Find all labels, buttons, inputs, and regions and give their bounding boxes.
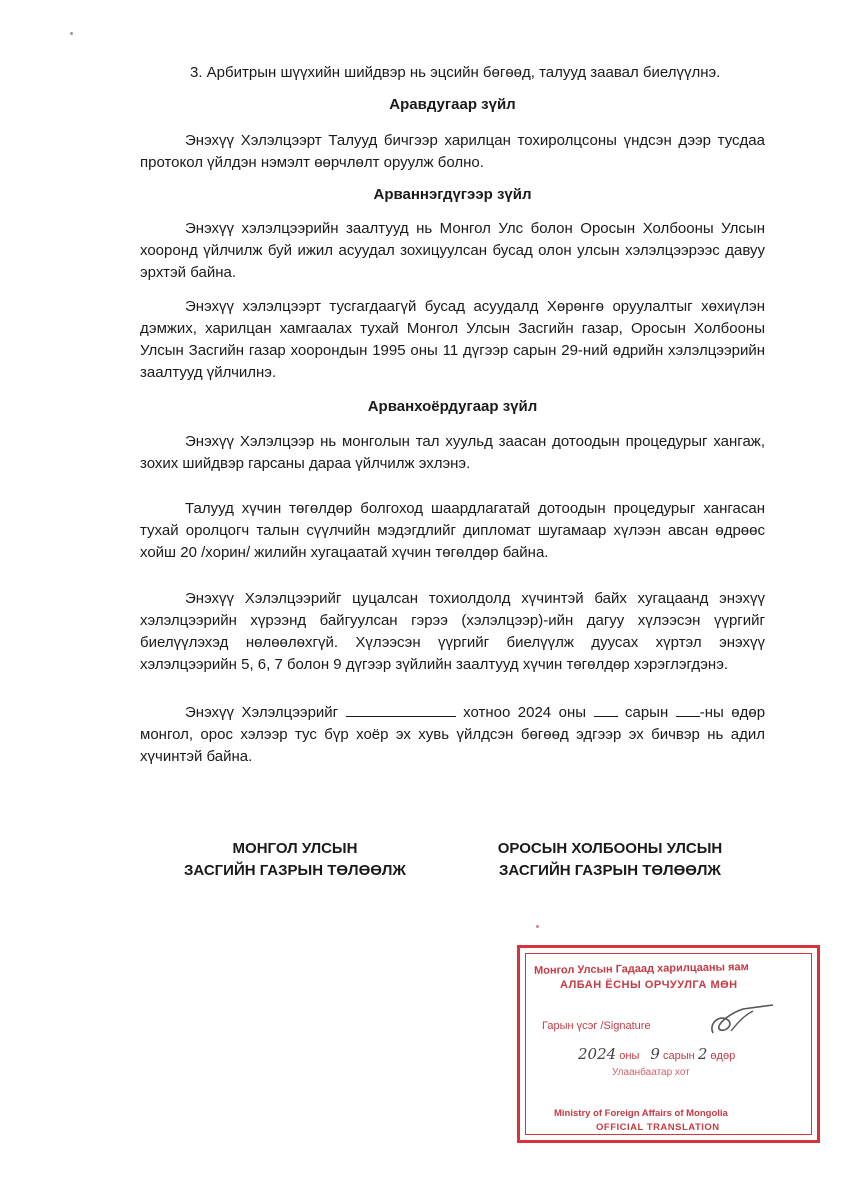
scan-speck [536,925,539,928]
closing-paragraph [140,702,765,768]
article-11-heading: Арваннэгдүгээр зүйл [373,186,532,203]
stamp-ministry-mn: Монгол Улсын Гадаад харилцааны яам [533,961,749,977]
article-11-paragraph-1: Энэхүү хэлэлцээрийн заалтууд нь Монгол Улс болон Оросын Холбооны Улсын хооронд үйлчилж буй ижил асуудал зохицуулсан бусад олон улсын хэлэлцээрээс давуу эрхтэй байна. [140,220,765,281]
stamp-date-month: 9 [650,1045,660,1063]
article-12-paragraph-3: Энэхүү Хэлэлцээрийг цуцалсан тохиолдолд хүчинтэй байх хугацаанд энэхүү хэлэлцээрийн хүрээнд байгуулсан гэрээ (хэлэлцээр)-ийн дагуу хүлээсэн үүргийг биелүүлэхэд нөлөөлөхгүй. Хүлээсэн үүргийг биелүүлж дуусах хүртэл энэхүү хэлэлцээрийн 5, 6, 7 болон 9 дүгээр зүйлийн заалтууд хүчин төгөлдөр хэрэглэгдэнэ. [140,590,765,673]
stamp-official-mn: АЛБАН ЁСНЫ ОРЧУУЛГА МӨН [560,979,738,991]
closing-text-c: сарын [625,704,669,721]
signature-mongolia-line-1: МОНГОЛ УЛСЫН [232,840,358,857]
stamp-signature-label: Гарын үсэг /Signature [542,1020,651,1032]
stamp-date-udur: өдөр [710,1050,736,1062]
stamp-date-line [578,1045,735,1063]
month-blank [594,702,618,717]
signature-block-russia [470,838,750,882]
stamp-official-en: OFFICIAL TRANSLATION [596,1122,720,1133]
article-12-paragraph-2: Талууд хүчин төгөлдөр болгоход шаардлагатай дотоодын процедурыг хангасан тухай оролцогч талын сүүлчийн мэдэгдлийг дипломат шугамаар хүлээн авсан өдрөөс хойш 20 /хорин/ жилийн хугацаатай хүчин төгөлдөр байна. [140,500,765,561]
article-12-heading: Арванхоёрдугаар зүйл [367,398,538,415]
stamp-date-day: 2 [697,1045,708,1063]
stamp-ministry-en: Ministry of Foreign Affairs of Mongolia [554,1108,728,1119]
day-blank [676,702,700,717]
scan-speck [70,32,73,35]
article-11-paragraph-2: Энэхүү хэлэлцээрт тусгагдаагүй бусад асуудалд Хөрөнгө оруулалтыг хөхиүлэн дэмжих, харилцан хамгаалах тухай Монгол Улсын Засгийн газар, Оросын Холбооны Улсын Засгийн газар хоорондын 1995 оны 11 дүгээр сарын 29-ний өдрийн хэлэлцээрийн заалтууд үйлчилнэ. [140,298,765,381]
signature-russia-line-1: ОРОСЫН ХОЛБООНЫ УЛСЫН [497,840,723,857]
stamp-date-oni: оны [619,1050,640,1062]
place-blank [346,702,456,717]
closing-text-b: хотноо 2024 оны [463,704,587,721]
stamp-date-saryn: сарын [663,1050,695,1062]
article-10-text: Энэхүү Хэлэлцээрт Талууд бичгээр харилцан тохиролцсоны үндсэн дээр тусдаа протокол үйлдэн нэмэлт өөрчлөлт оруулж болно. [140,132,765,171]
stamp-city: Улаанбаатар хот [612,1067,690,1078]
closing-text-a: Энэхүү Хэлэлцээрийг [185,704,339,721]
signature-mongolia-line-2: ЗАСГИЙН ГАЗРЫН ТӨЛӨӨЛЖ [183,862,406,879]
signature-russia-line-2: ЗАСГИЙН ГАЗРЫН ТӨЛӨӨЛЖ [498,862,721,879]
closing-text-e: монгол, орос хэлээр тус бүр хоёр эх хувь үйлдсэн бөгөөд эдгээр эх бичвэр нь адил хүчинтэй байна. [140,726,765,765]
signature-block-mongolia [160,838,430,882]
official-translation-stamp [517,945,820,1143]
handwritten-signature-icon [703,1003,783,1043]
closing-text-d: -ны өдөр [699,704,766,721]
article-12-paragraph-1: Энэхүү Хэлэлцээр нь монголын тал хуульд заасан дотоодын процедурыг хангаж, зохих шийдвэр гарсаны дараа үйлчилж эхлэнэ. [140,433,765,472]
article-9-point-3: 3. Арбитрын шүүхийн шийдвэр нь эцсийн бөгөөд, талууд заавал биелүүлнэ. [190,64,721,81]
stamp-date-year: 2024 [578,1045,617,1063]
article-10-heading: Аравдугаар зүйл [389,96,516,113]
